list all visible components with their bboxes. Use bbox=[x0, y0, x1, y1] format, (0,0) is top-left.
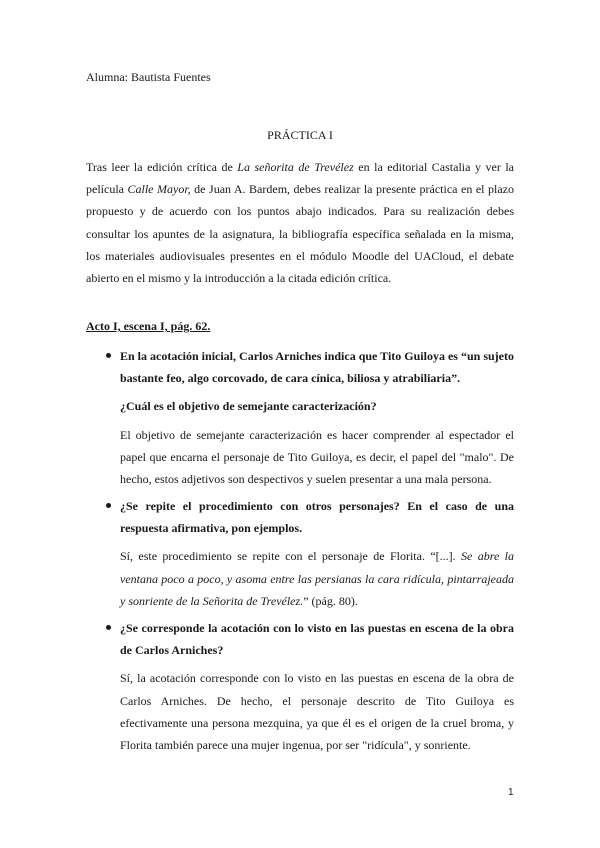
answer-1: El objetivo de semejante caracterización es hacer comprender al espectador el papel que encarna el personaje de Tito Guiloya, es decir, el papel del "malo". De hecho, estos adjetivos son despectivos y suelen presentar a una mala persona. bbox=[120, 427, 514, 487]
bullet-icon bbox=[106, 503, 111, 508]
student-name: Alumna: Bautista Fuentes bbox=[86, 70, 211, 84]
page-number: 1 bbox=[508, 787, 514, 798]
bullet-icon bbox=[106, 353, 111, 358]
question-3: ¿Se corresponde la acotación con lo visto en las puestas en escena de la obra de Carlos Arniches? bbox=[120, 621, 514, 658]
bullet-icon bbox=[106, 625, 111, 630]
intro-paragraph bbox=[86, 156, 514, 289]
intro-text-1: Tras leer la edición crítica de bbox=[86, 160, 238, 174]
list-item bbox=[86, 617, 514, 756]
subquestion-1: ¿Cuál es el objetivo de semejante caracterización? bbox=[120, 399, 377, 414]
answer-2 bbox=[120, 545, 514, 612]
list-item bbox=[86, 495, 514, 612]
answer-2-start: Sí, este procedimiento se repite con el personaje de Florita. “[...]. bbox=[120, 549, 462, 564]
answer-2-end: ” (pág. 80). bbox=[303, 593, 358, 608]
book-title: La señorita de Trevélez bbox=[237, 160, 354, 174]
answer-2-quote: Se abre la ventana poco a poco, y asoma entre las persianas la cara ridícula, pintarrajeada y sonriente de la Señorita de Trevélez. bbox=[120, 549, 514, 608]
page-title: PRÁCTICA I bbox=[267, 128, 333, 142]
list-item bbox=[86, 345, 514, 490]
question-2: ¿Se repite el procedimiento con otros personajes? En el caso de una respuesta afirmativa, pon ejemplos. bbox=[120, 499, 514, 536]
section-heading: Acto I, escena I, pág. 62. bbox=[86, 319, 211, 333]
film-title: Calle Mayor, bbox=[127, 182, 191, 197]
intro-text-3: de Juan A. Bardem, debes realizar la presente práctica en el plazo propuesto y de acuerdo con los puntos abajo indicados. Para su realización debes consultar los apuntes de la asignatura, la bibliografía específica señalada en la misma, los materiales audiovisuales presentes en el módulo Moodle del UACloud, el debate abierto en el mismo y la introducción a la citada edición crítica. bbox=[86, 182, 514, 286]
intro-text-2: en la editorial Castalia y ver la película bbox=[86, 160, 515, 197]
answer-3: Sí, la acotación corresponde con lo visto en las puestas en escena de la obra de Carlos Arniches. De hecho, el personaje descrito de Tito Guiloya es efectivamente una persona mezquina, ya que él es el origen de la cruel broma, y Florita también parece una mujer ingenua, por ser "ridícula", y sonriente. bbox=[120, 671, 514, 753]
question-1: En la acotación inicial, Carlos Arniches indica que Tito Guiloya es “un sujeto bastante feo, algo corcovado, de cara cínica, biliosa y atrabiliaria”. bbox=[120, 349, 514, 386]
